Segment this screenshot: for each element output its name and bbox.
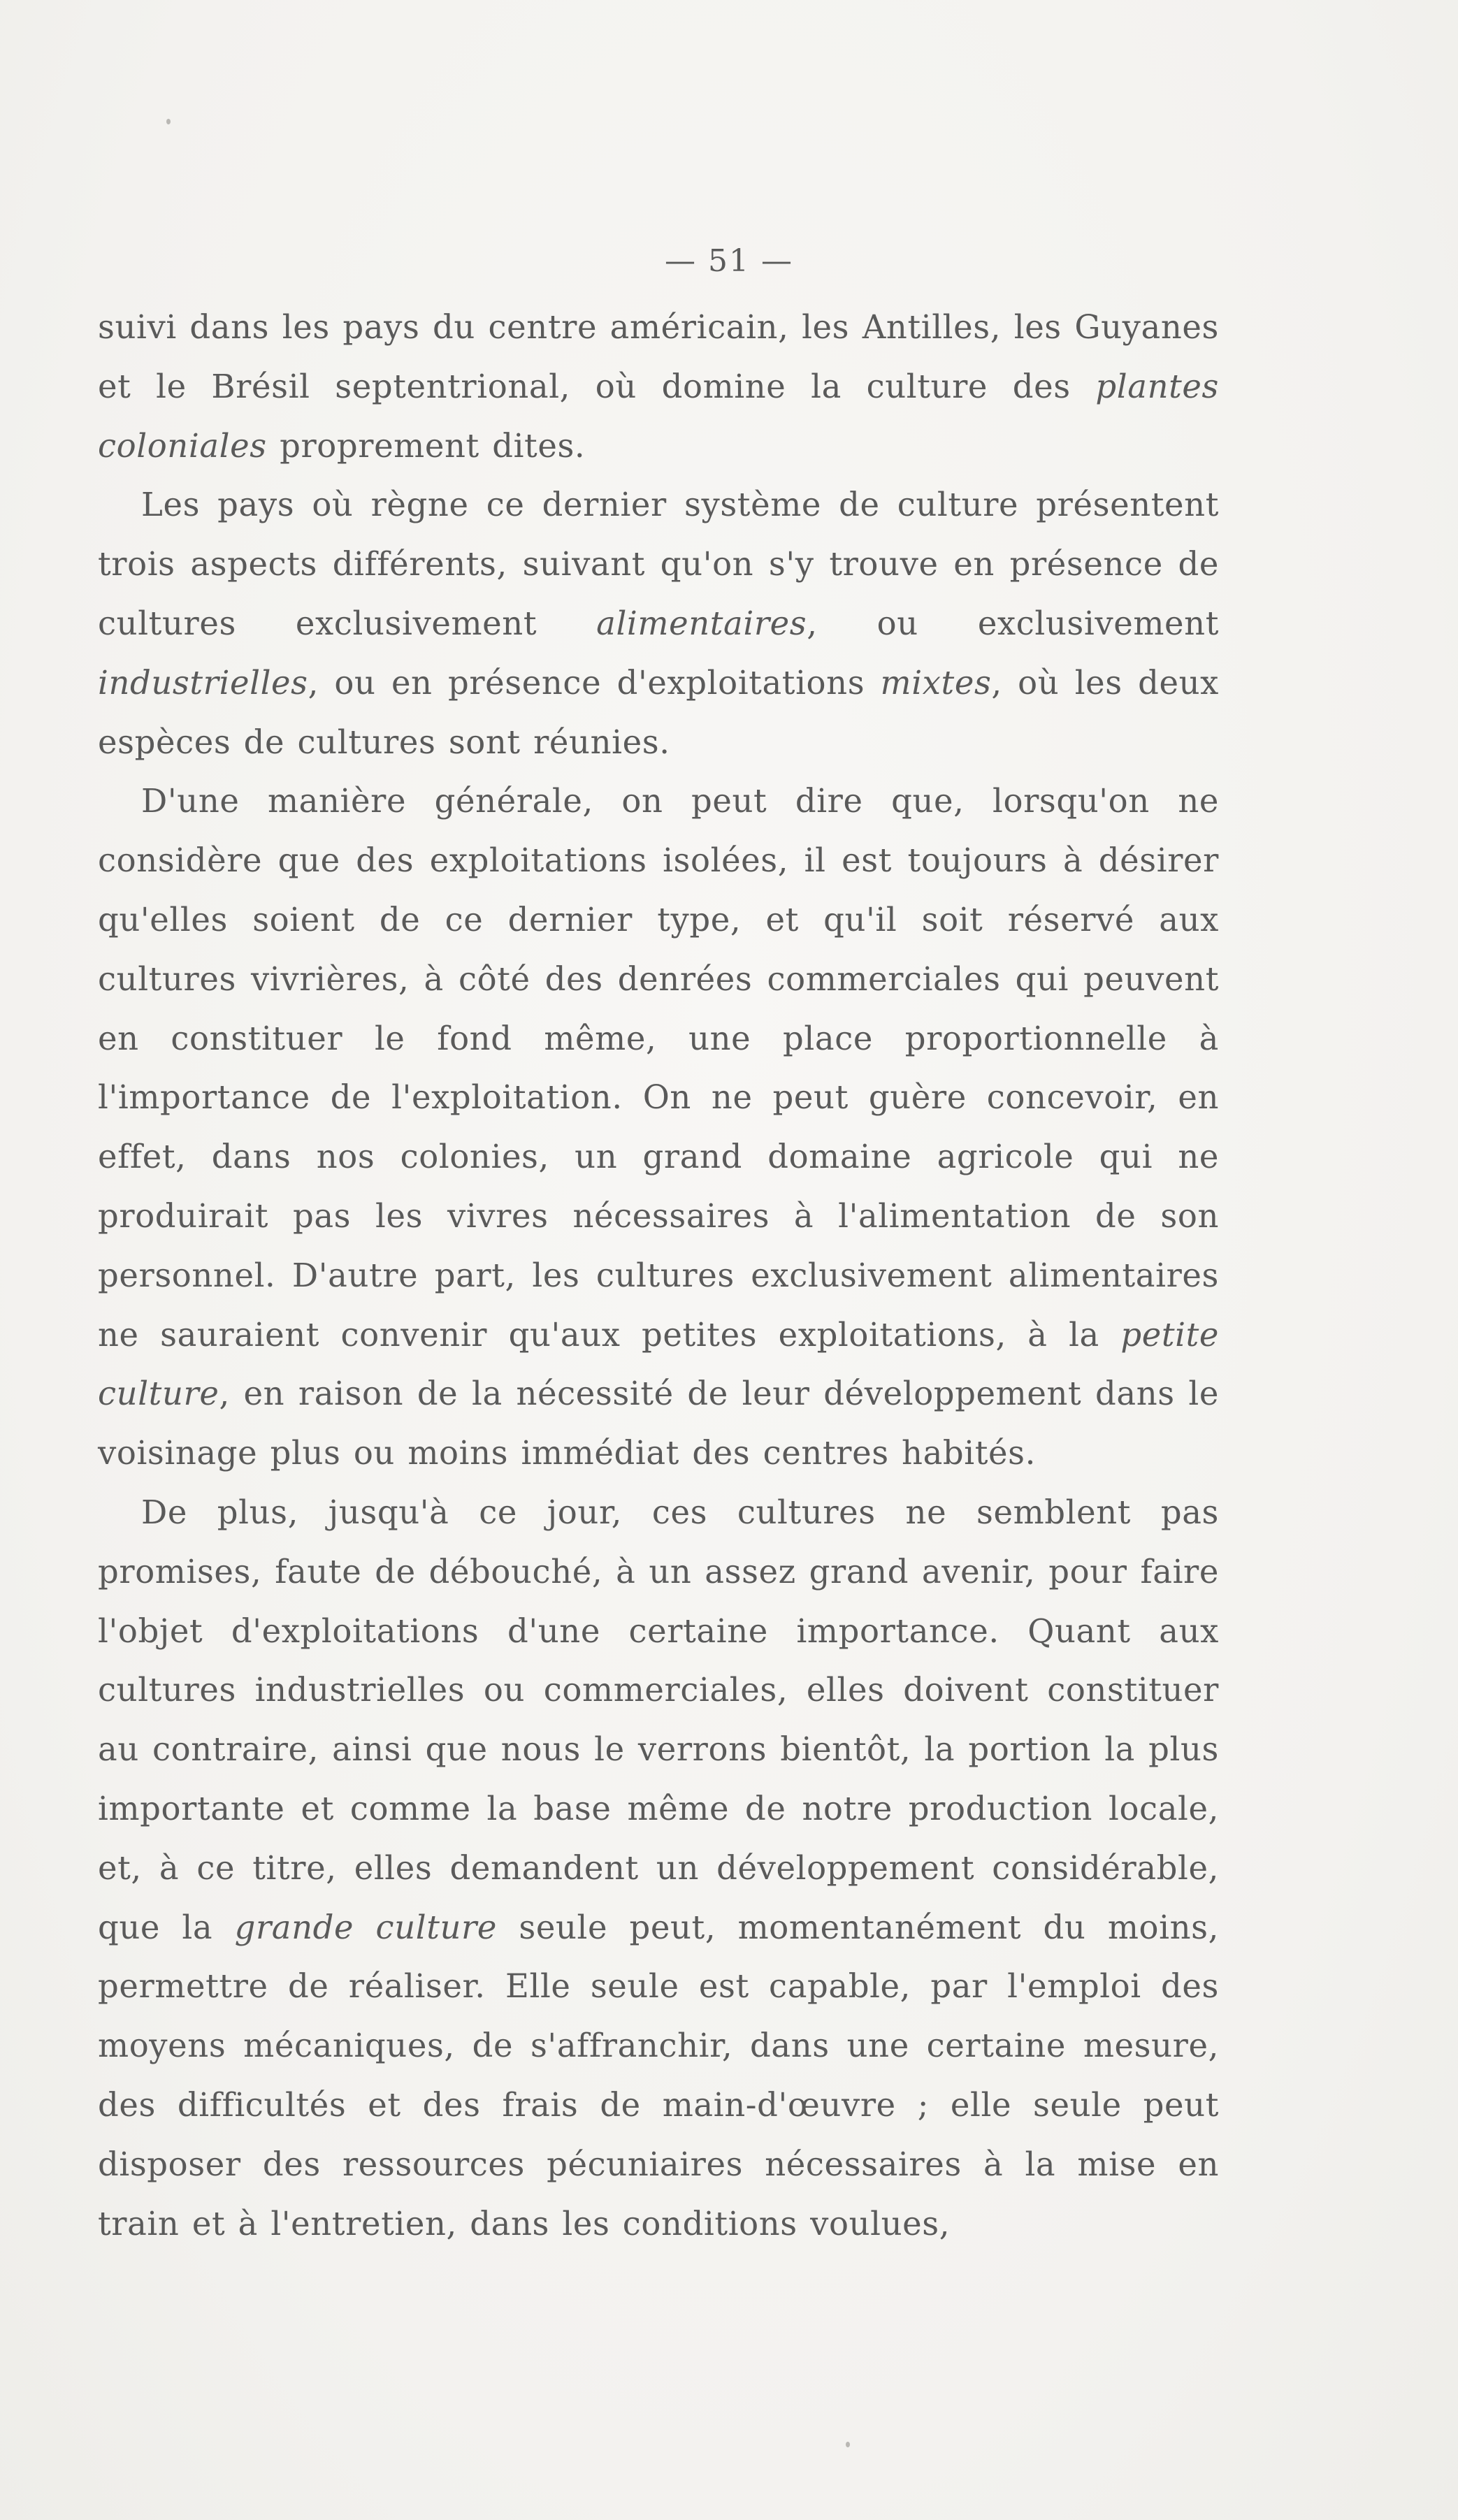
text-segment: seule peut, momentanément du moins, permettre de réaliser. Elle seule est capable, par l'emploi des moyens mécaniques, de s'affranchir, dans une certaine mesure, des difficultés et des frais de main-d'œuvre ; elle seule peut disposer des ressources pécuniaires nécessaires à la mise en train et à l'entretien, dans les conditions voulues, [98, 1908, 1220, 2243]
text-segment: , ou en présence d'exploitations [308, 663, 881, 702]
paragraph-1 [98, 298, 1219, 475]
text-segment: , ou exclusivement [807, 604, 1219, 642]
text-segment: D'une manière générale, on peut dire que, lorsqu'on ne considère que des exploitations isolées, il est toujours à désirer qu'elles soient de ce dernier type, et qu'il soit réservé aux cultures vivrières, à côté des denrées commerciales qui peuvent en constituer le fond même, une place proportionnelle à l'importance de l'exploitation. On ne peut guère concevoir, en effet, dans nos colonies, un grand domaine agricole qui ne produirait pas les vivres nécessaires à l'alimentation de son personnel. D'autre part, les cultures exclusivement alimentaires ne sauraient convenir qu'aux petites exploitations, à la [98, 782, 1219, 1354]
text-segment: , en raison de la nécessité de leur développement dans le voisinage plus ou moins immédiat des centres habités. [98, 1375, 1219, 1472]
italic-term: petite culture [98, 1315, 1219, 1413]
body-text [98, 298, 1219, 2253]
paragraph-2 [98, 475, 1219, 772]
text-segment: suivi dans les pays du centre américain, les Antilles, les Guyanes et le Brésil septentrional, où domine la culture des [98, 308, 1219, 405]
italic-term: mixtes [880, 663, 992, 702]
italic-term: industrielles [98, 663, 308, 702]
paper-speck [846, 2442, 850, 2447]
paragraph-4 [98, 1483, 1219, 2253]
text-segment: De plus, jusqu'à ce jour, ces cultures ne semblent pas promises, faute de débouché, à un assez grand avenir, pour faire l'objet d'exploitations d'une certaine importance. Quant aux cultures industrielles ou commerciales, elles doivent constituer au contraire, ainsi que nous le verrons bientôt, la portion la plus importante et comme la base même de notre production locale, et, à ce titre, elles demandent un développement considérable, que la [98, 1493, 1219, 1946]
paper-speck [166, 119, 171, 124]
italic-term: plantes coloniales [98, 367, 1219, 465]
text-segment: Les pays où règne ce dernier système de culture présentent trois aspects différents, suivant qu'on s'y trouve en présence de cultures exclusivement [98, 486, 1219, 642]
italic-term: alimentaires [596, 604, 807, 642]
paragraph-3 [98, 772, 1219, 1483]
text-segment: proprement dites. [266, 426, 586, 465]
text-segment: , où les deux espèces de cultures sont réunies. [98, 663, 1220, 761]
page-number: — 51 — [665, 243, 793, 279]
italic-term: grande culture [234, 1908, 497, 1946]
